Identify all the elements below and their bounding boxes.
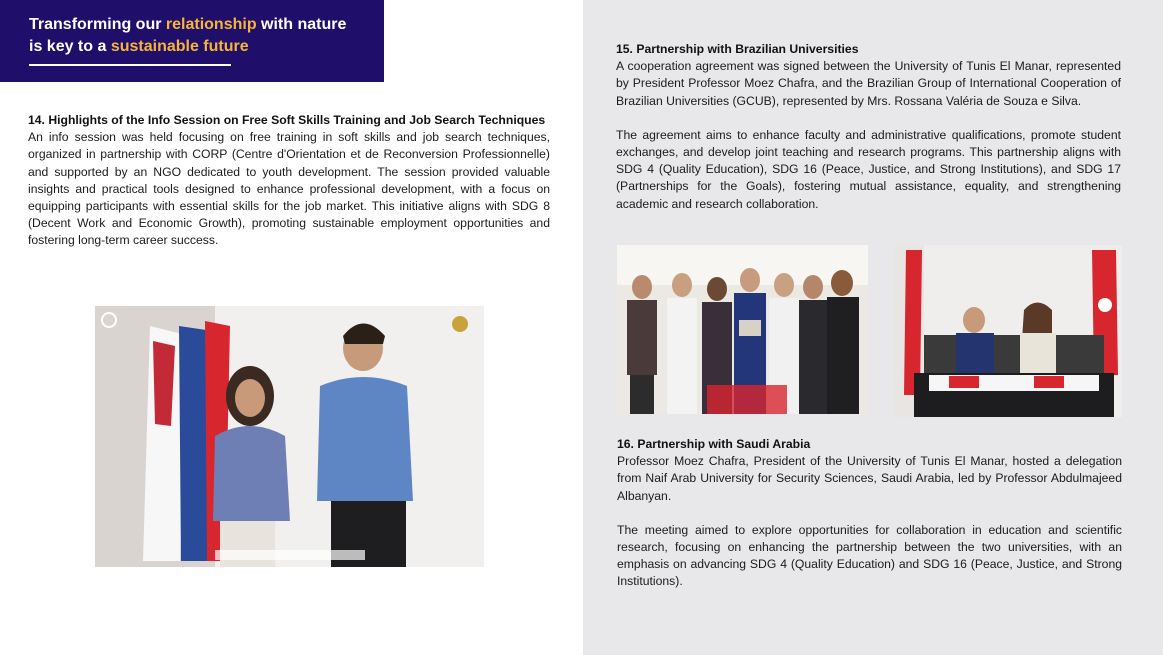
banner-text-1b: with nature: [256, 16, 347, 33]
banner-underline: [29, 64, 231, 66]
section-14: [28, 112, 550, 250]
section-16-para-2: The meeting aimed to explore opportunities for collaboration in education and scientific research, focusing on enhancing the partnership between the two universities, with an emphasis on advancing SDG 4 (Quality Education) and SDG 16 (Peace, Justice, and Strong Institutions).: [617, 522, 1122, 589]
banner-highlight-1: relationship: [165, 16, 257, 33]
banner-line-2: [29, 36, 369, 58]
info-session-photo: [95, 306, 484, 567]
banner-line-1: [29, 14, 369, 36]
section-14-body: An info session was held focusing on free training in soft skills and job search techniques, organized in partnership with CORP (Centre d'Orientation et de Reconversion Professionnelle) and supported by an NGO dedicated to youth development. The session provided valuable insights and practical tools designed to enhance professional development, with a focus on equipping participants with essential skills for the job market. This initiative aligns with SDG 8 (Decent Work and Economic Growth), promoting sustainable employment opportunities and fostering long-term career success.: [28, 130, 550, 248]
header-banner: [0, 0, 384, 82]
section-16: [617, 436, 1122, 591]
section-15: [616, 41, 1121, 213]
section-15-para-1: A cooperation agreement was signed between the University of Tunis El Manar, represented by President Professor Moez Chafra, and the Brazilian Group of International Cooperation of Brazilian Universities (GCUB), represented by Mrs. Rossana Valéria de Souza e Silva.: [616, 59, 1121, 108]
section-15-heading: 15. Partnership with Brazilian Universities: [616, 42, 859, 56]
section-15-para-2: The agreement aims to enhance faculty and administrative qualifications, promote student exchanges, and develop joint teaching and research programs. This partnership aligns with SDG 4 (Quality Education), SDG 16 (Peace, Justice, and Strong Institutions), and SDG 17 (Partnerships for the Goals), fostering mutual assistance, equality, and strengthening academic and research collaboration.: [616, 127, 1121, 211]
section-16-heading: 16. Partnership with Saudi Arabia: [617, 437, 811, 451]
section-16-para-1: Professor Moez Chafra, President of the University of Tunis El Manar, hosted a delegation from Naif Arab University for Security Sciences, Saudi Arabia, led by Professor Abdulmajeed Albanyan.: [617, 454, 1122, 503]
banner-text-2a: is key to a: [29, 38, 111, 55]
banner-highlight-2: sustainable future: [110, 38, 249, 55]
banner-text-1a: Transforming our: [29, 16, 166, 33]
brazil-signing-photo: [894, 245, 1122, 417]
brazil-group-photo: [617, 245, 868, 414]
banner-title: [29, 14, 369, 58]
section-14-heading: 14. Highlights of the Info Session on Free Soft Skills Training and Job Search Techniques: [28, 113, 546, 127]
